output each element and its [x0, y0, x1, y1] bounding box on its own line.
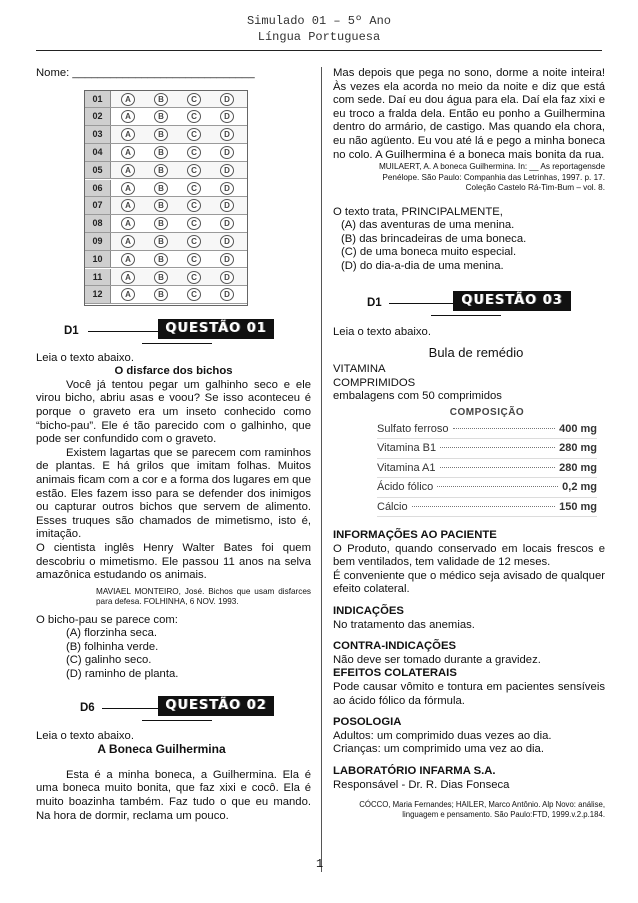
section-text: Responsável - Dr. R. Dias Fonseca [333, 778, 510, 791]
answer-bubble-c[interactable]: C [187, 199, 201, 212]
answer-bubble-a[interactable]: A [121, 235, 135, 248]
answer-row-number: 02 [85, 108, 111, 125]
composition-row [377, 439, 597, 459]
question-badge: QUESTÃO 02 [158, 696, 274, 716]
answer-option-b[interactable]: (B) das brincadeiras de uma boneca. [341, 232, 527, 245]
answer-row-number: 12 [85, 286, 111, 303]
answer-bubble-a[interactable]: A [121, 199, 135, 212]
answer-row [85, 144, 247, 162]
text-paragraph: O cientista inglês Henry Walter Bates foi quem descobriu o mimetismo. Ele passou 11 anos na selva amazônica estudando os animais. [36, 541, 311, 582]
answer-row-number: 01 [85, 91, 111, 108]
answer-bubble-b[interactable]: B [154, 182, 168, 195]
text-source: CÓCCO, Maria Fernandes; HAILER, Marco Antônio. Alp Novo: análise, linguagem e pensamento. São Paulo:FTD, 1999.v.2.p.184. [359, 800, 605, 820]
answer-bubble-c[interactable]: C [187, 217, 201, 230]
answer-bubble-d[interactable]: D [220, 110, 234, 123]
section-text: Pode causar vômito e tontura em pacientes sensíveis ao ácido fólico da fórmula. [333, 681, 605, 707]
answer-bubble-c[interactable]: C [187, 110, 201, 123]
section-text: É conveniente que o médico seja avisado de qualquer efeito colateral. [333, 569, 605, 596]
answer-row-number: 03 [85, 126, 111, 143]
answer-option-b[interactable]: (B) folhinha verde. [66, 640, 159, 653]
answer-bubble-d[interactable]: D [220, 217, 234, 230]
section-heading: INDICAÇÕES [333, 605, 404, 618]
ingredient-name: Cálcio [377, 500, 408, 513]
ingredient-name: Ácido fólico [377, 481, 434, 494]
answer-bubble-c[interactable]: C [187, 235, 201, 248]
answer-row [85, 286, 247, 304]
ingredient-amount: 400 mg [559, 422, 597, 435]
text-paragraph: Mas depois que pega no sono, dorme a noite inteira! Às vezes ela acorda no meio da noite e diz que está com sede. Daí eu dou água para ela. Daí ela faz xixi e eu troco a fralda dela. Então eu ponho a Guilhermina dentro do armário, de castigo. Mas quando ela chora, eu não agüento. Eu vou até lá e pego a minha boneca no colo. A Guilhermina é a boneca mais bonita da rua. [333, 67, 605, 161]
answer-option-d[interactable]: (D) raminho de planta. [66, 668, 179, 681]
ingredient-name: Vitamina B1 [377, 442, 437, 455]
text-title: Bula de remédio [428, 345, 524, 361]
dot-leader [440, 467, 556, 468]
dot-leader [440, 447, 555, 448]
answer-bubble-d[interactable]: D [220, 235, 234, 248]
name-field-label[interactable]: Nome: _____________________________ [36, 67, 255, 79]
section-heading: LABORATÓRIO INFARMA S.A. [333, 765, 496, 777]
answer-row-number: 11 [85, 269, 111, 286]
answer-bubble-c[interactable]: C [187, 146, 201, 159]
section-text: Adultos: um comprimido duas vezes ao dia. [333, 729, 552, 742]
question-badge: QUESTÃO 03 [453, 291, 571, 311]
answer-bubble-c[interactable]: C [187, 128, 201, 141]
question-stem: O texto trata, PRINCIPALMENTE, [333, 205, 503, 218]
ingredient-amount: 150 mg [559, 500, 597, 513]
reading-instruction: Leia o texto abaixo. [36, 729, 134, 742]
left-column [36, 67, 311, 823]
answer-row-number: 04 [85, 144, 111, 161]
text-paragraph: Esta é a minha boneca, a Guilhermina. Ela é uma boneca muito bonita, que faz xixi e cocô. Ela é muito boazinha também. Faz tudo o que eu mando. Na hora de dormir, reclama um pouco. [36, 768, 311, 822]
answer-row [85, 180, 247, 198]
ingredient-amount: 0,2 mg [562, 481, 597, 494]
section-heading: EFEITOS COLATERAIS [333, 667, 457, 680]
answer-row-number: 10 [85, 251, 111, 268]
answer-option-c[interactable]: (C) galinho seco. [66, 654, 152, 667]
answer-bubble-a[interactable]: A [121, 288, 135, 301]
answer-bubble-d[interactable]: D [220, 271, 234, 284]
answer-bubble-d[interactable]: D [220, 182, 234, 195]
section-text: O Produto, quando conservado em locais frescos e bem ventilados, tem validade de 12 meses. [333, 542, 605, 569]
column-divider [321, 67, 322, 872]
answer-row-number: 06 [85, 180, 111, 197]
answer-option-a[interactable]: (A) florzinha seca. [66, 627, 158, 640]
banner-underline [431, 315, 501, 317]
answer-option-d[interactable]: (D) do dia-a-dia de uma menina. [341, 260, 504, 273]
right-column [333, 67, 605, 820]
ingredient-name: Vitamina A1 [377, 461, 436, 474]
text-paragraph: Você já tentou pegar um galhinho seco e ele virou bicho, abriu asas e voou? Se isso aconteceu é porque o graveto era um inseto conhecido como “bicho-pau”. Ele é tão parecido com o galhinho, que pode ser confundido com o graveto. [36, 378, 311, 446]
answer-bubble-d[interactable]: D [220, 164, 234, 177]
answer-row [85, 251, 247, 269]
answer-row [85, 197, 247, 215]
answer-bubble-c[interactable]: C [187, 253, 201, 266]
composition-row [377, 478, 597, 498]
answer-bubble-a[interactable]: A [121, 271, 135, 284]
section-text: No tratamento das anemias. [333, 618, 475, 631]
answer-bubble-a[interactable]: A [121, 146, 135, 159]
answer-bubble-b[interactable]: B [154, 253, 168, 266]
section-heading: INFORMAÇÕES AO PACIENTE [333, 529, 497, 542]
header-rule [36, 50, 602, 51]
answer-bubble-a[interactable]: A [121, 164, 135, 177]
answer-row-number: 05 [85, 162, 111, 179]
text-source: MAVIAEL MONTEIRO, José. Bichos que usam disfarces para defesa. FOLHINHA, 6 NOV. 1993. [96, 586, 311, 607]
descriptor-code: D6 [80, 701, 95, 714]
banner-line [389, 303, 459, 305]
banner-underline [142, 720, 212, 722]
banner-line [88, 331, 164, 333]
ingredient-amount: 280 mg [559, 442, 597, 455]
answer-bubble-a[interactable]: A [121, 182, 135, 195]
answer-row [85, 233, 247, 251]
page-title: Simulado 01 – 5º Ano [246, 14, 392, 28]
reading-instruction: Leia o texto abaixo. [36, 351, 134, 364]
answer-row-number: 08 [85, 215, 111, 232]
answer-row [85, 269, 247, 287]
question-banner-02 [36, 696, 311, 718]
answer-bubble-c[interactable]: C [187, 182, 201, 195]
question-banner-01 [36, 319, 311, 341]
answer-bubble-b[interactable]: B [154, 93, 168, 106]
text-paragraph: Existem lagartas que se parecem com raminhos de plantas. E há grilos que imitam folhas. Muitos animais ficam com a cor e a forma dos lugares em que estão. Eles fazem isso para se defender dos inimigos ou capturar outros bichos que servem de alimento. Esses truques são chamados de mimetismo, isto é, imitação. [36, 446, 312, 541]
answer-bubble-b[interactable]: B [154, 199, 168, 212]
dot-leader [453, 428, 556, 429]
answer-row-number: 09 [85, 233, 111, 250]
answer-bubble-a[interactable]: A [121, 217, 135, 230]
answer-bubble-c[interactable]: C [187, 271, 201, 284]
answer-bubble-d[interactable]: D [220, 128, 234, 141]
section-heading: POSOLOGIA [333, 716, 402, 729]
answer-row [85, 91, 247, 109]
answer-bubble-b[interactable]: B [154, 271, 168, 284]
banner-underline [142, 343, 212, 345]
section-text: Crianças: um comprimido uma vez ao dia. [333, 743, 544, 756]
answer-bubble-b[interactable]: B [154, 128, 168, 141]
answer-bubble-b[interactable]: B [154, 217, 168, 230]
composition-row [377, 459, 597, 479]
answer-bubble-a[interactable]: A [121, 93, 135, 106]
reading-instruction: Leia o texto abaixo. [333, 325, 431, 338]
answer-row [85, 108, 247, 126]
answer-bubble-d[interactable]: D [220, 253, 234, 266]
answer-bubble-d[interactable]: D [220, 288, 234, 301]
answer-bubble-d[interactable]: D [220, 199, 234, 212]
answer-bubble-d[interactable]: D [220, 93, 234, 106]
answer-bubble-b[interactable]: B [154, 235, 168, 248]
text-title: A Boneca Guilhermina [97, 742, 226, 757]
ingredient-amount: 280 mg [559, 461, 597, 474]
text-title: O disfarce dos bichos [114, 365, 233, 378]
answer-row-number: 07 [85, 197, 111, 214]
answer-option-c[interactable]: (C) de uma boneca muito especial. [341, 246, 517, 259]
product-line: COMPRIMIDOS [333, 376, 416, 389]
answer-bubble-a[interactable]: A [121, 110, 135, 123]
composition-table [377, 406, 597, 517]
answer-row [85, 215, 247, 233]
text-source: MUILAERT, A. A boneca Guilhermina. In: __ As reportagensde Penélope. São Paulo: Companhia das Letrinhas, 1997. p. 17. [378, 162, 605, 182]
answer-bubble-b[interactable]: B [154, 164, 168, 177]
answer-row [85, 126, 247, 144]
answer-bubble-a[interactable]: A [121, 253, 135, 266]
question-badge: QUESTÃO 01 [158, 319, 274, 339]
dot-leader [412, 506, 556, 507]
question-stem: O bicho-pau se parece com: [36, 613, 178, 626]
composition-title: COMPOSIÇÃO [449, 407, 525, 418]
answer-bubble-b[interactable]: B [154, 110, 168, 123]
composition-row [377, 420, 597, 440]
ingredient-name: Sulfato ferroso [377, 422, 449, 435]
page-subtitle: Língua Portuguesa [257, 30, 381, 44]
banner-line [102, 708, 164, 710]
text-source: Coleção Castelo Rá-Tim-Bum – vol. 8. [465, 183, 605, 193]
descriptor-code: D1 [367, 296, 382, 309]
answer-option-a[interactable]: (A) das aventuras de uma menina. [341, 219, 515, 232]
dot-leader [437, 486, 558, 487]
answer-bubble-a[interactable]: A [121, 128, 135, 141]
answer-bubble-b[interactable]: B [154, 288, 168, 301]
answer-row [85, 162, 247, 180]
composition-row [377, 498, 597, 518]
answer-bubble-c[interactable]: C [187, 164, 201, 177]
product-line: embalagens com 50 comprimidos [333, 390, 502, 403]
page-number: 1 [316, 857, 324, 871]
descriptor-code: D1 [64, 324, 79, 337]
section-text: Não deve ser tomado durante a gravidez. [333, 653, 541, 666]
answer-sheet [84, 90, 248, 306]
question-banner-03 [333, 291, 605, 313]
answer-bubble-c[interactable]: C [187, 288, 201, 301]
product-line: VITAMINA [333, 363, 386, 376]
answer-bubble-d[interactable]: D [220, 146, 234, 159]
answer-bubble-c[interactable]: C [187, 93, 201, 106]
section-heading: CONTRA-INDICAÇÕES [333, 640, 457, 653]
answer-bubble-b[interactable]: B [154, 146, 168, 159]
